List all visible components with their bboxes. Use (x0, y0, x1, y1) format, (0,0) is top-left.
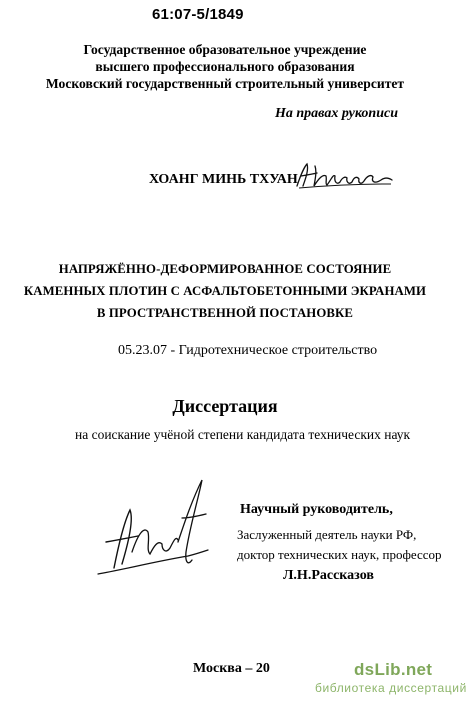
rights-note: На правах рукописи (275, 106, 398, 121)
author-name: ХОАНГ МИНЬ ТХУАН (149, 172, 298, 187)
supervisor-heading: Научный руководитель, (240, 502, 393, 517)
supervisor-title-1: Заслуженный деятель науки РФ, (237, 527, 417, 542)
thesis-title-line-1: НАПРЯЖЁННО-ДЕФОРМИРОВАННОЕ СОСТОЯНИЕ (58, 262, 392, 276)
institution-line-1: Государственное образовательное учреждение (83, 42, 367, 57)
supervisor-name: Л.Н.Рассказов (283, 568, 374, 583)
supervisor-title-2: доктор технических наук, профессор (237, 547, 442, 562)
archive-code: 61:07-5/1849 (152, 6, 244, 23)
watermark-subtitle: библиотека диссертаций (315, 681, 467, 695)
institution-line-3: Московский государственный строительный университет (45, 76, 405, 91)
document-type: Диссертация (172, 396, 278, 416)
author-signature (293, 160, 393, 192)
thesis-title-line-2: КАМЕННЫХ ПЛОТИН С АСФАЛЬТОБЕТОННЫМИ ЭКРАНАМИ (23, 284, 427, 298)
city-year: Москва – 20 (193, 661, 270, 676)
specialty-code: 05.23.07 - Гидротехническое строительство (118, 343, 378, 358)
thesis-title-line-3: В ПРОСТРАНСТВЕННОЙ ПОСТАНОВКЕ (96, 306, 354, 320)
institution-line-2: высшего профессионального образования (95, 59, 355, 74)
degree-line: на соискание учёной степени кандидата технических наук (75, 427, 411, 442)
watermark-brand: dsLib.net (354, 660, 433, 679)
supervisor-signature (92, 470, 220, 580)
